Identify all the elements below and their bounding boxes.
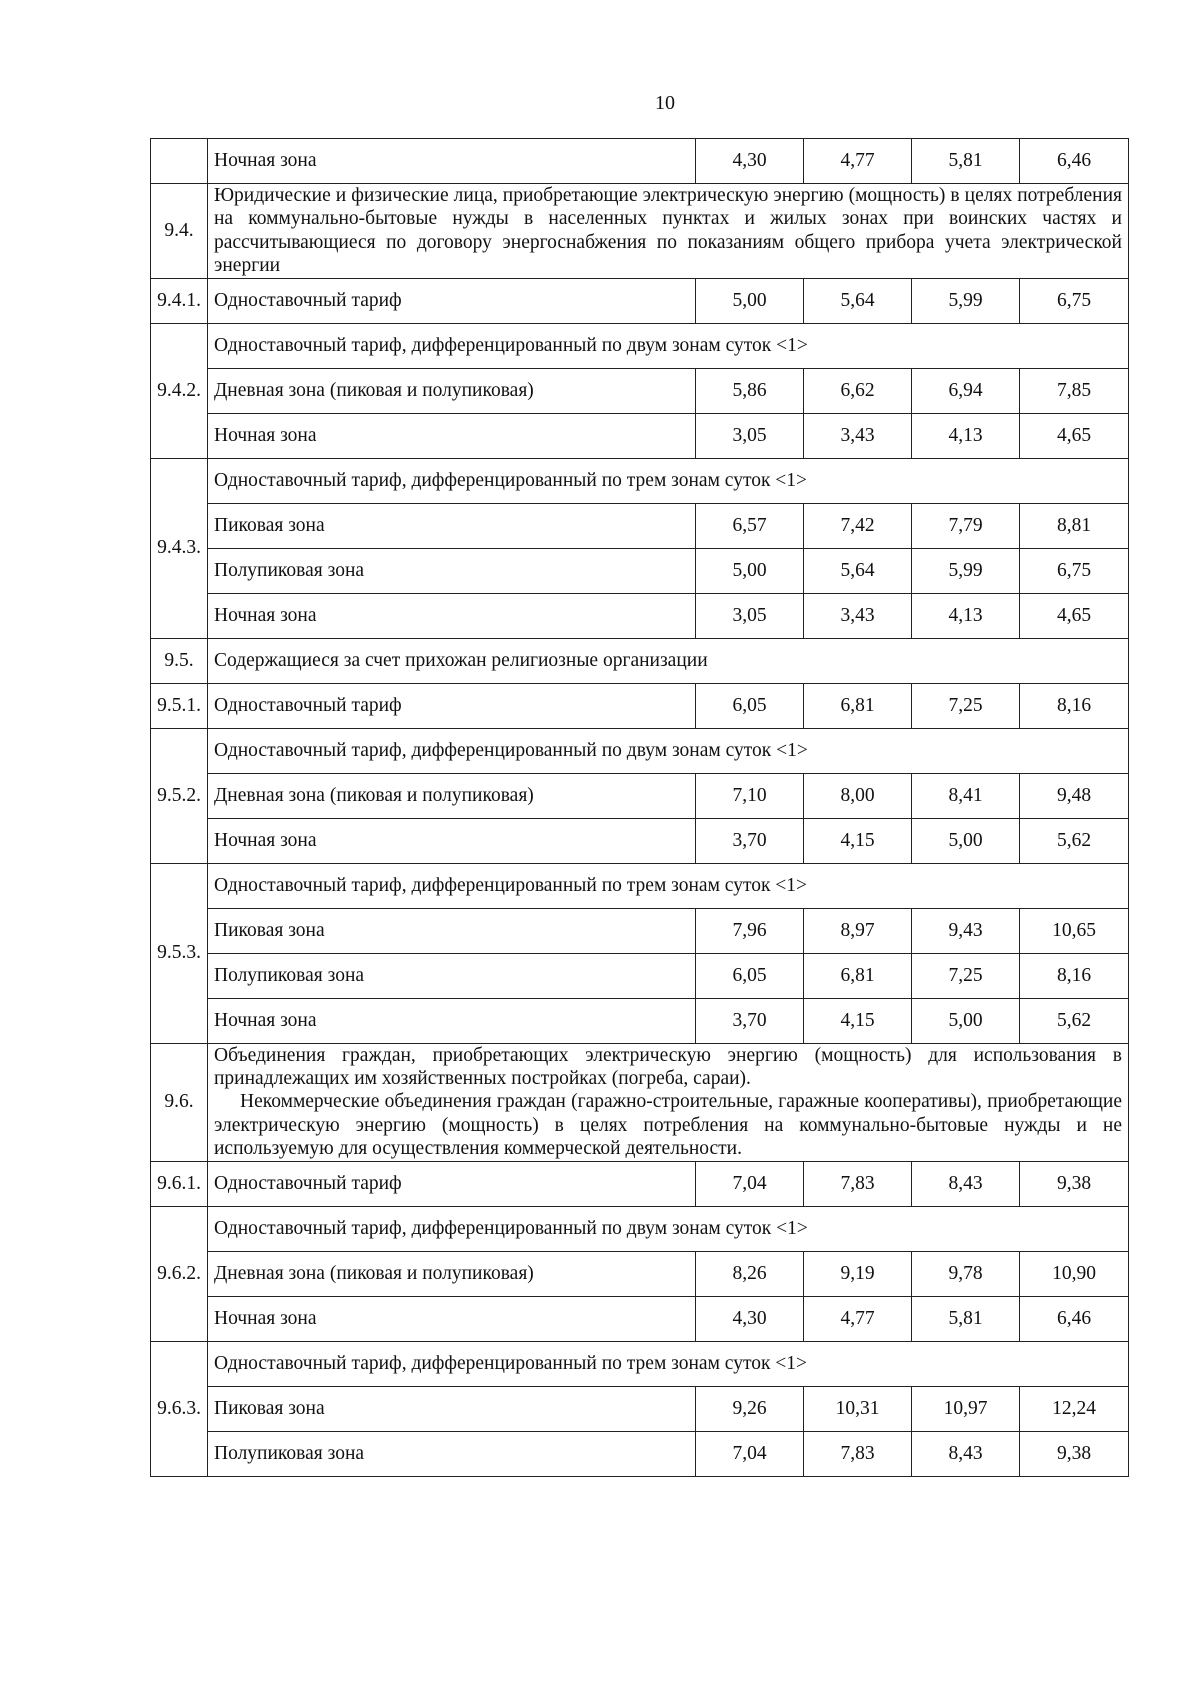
tariff-value: 3,70 bbox=[696, 998, 804, 1043]
table-row bbox=[151, 728, 1129, 773]
table-row bbox=[151, 503, 1129, 548]
tariff-value: 5,81 bbox=[912, 139, 1020, 184]
tariff-value: 7,96 bbox=[696, 908, 804, 953]
tariff-value: 4,30 bbox=[696, 1296, 804, 1341]
row-label: Полупиковая зона bbox=[208, 953, 696, 998]
tariff-value: 4,77 bbox=[804, 139, 912, 184]
tariff-value: 3,70 bbox=[696, 818, 804, 863]
description-paragraph: Объединения граждан, приобретающих электрическую энергию (мощность) для использования в принадлежащих им хозяйственных постройках (погреба, сараи). bbox=[214, 1044, 1122, 1089]
tariff-value: 7,85 bbox=[1020, 368, 1129, 413]
row-label: Пиковая зона bbox=[208, 1386, 696, 1431]
tariff-value: 8,41 bbox=[912, 773, 1020, 818]
row-label: Ночная зона bbox=[208, 593, 696, 638]
table-row bbox=[151, 1161, 1129, 1206]
tariff-value: 7,04 bbox=[696, 1431, 804, 1476]
tariff-value: 9,19 bbox=[804, 1251, 912, 1296]
tariff-value: 7,79 bbox=[912, 503, 1020, 548]
tariff-value: 4,13 bbox=[912, 413, 1020, 458]
row-label: Одноставочный тариф bbox=[208, 278, 696, 323]
row-label: Одноставочный тариф bbox=[208, 1161, 696, 1206]
row-number: 9.6.2. bbox=[151, 1206, 208, 1341]
tariff-value: 8,16 bbox=[1020, 953, 1129, 998]
tariff-value: 6,75 bbox=[1020, 548, 1129, 593]
tariff-value: 4,15 bbox=[804, 818, 912, 863]
table-row bbox=[151, 863, 1129, 908]
tariff-value: 8,97 bbox=[804, 908, 912, 953]
row-number: 9.4.3. bbox=[151, 458, 208, 638]
tariff-value: 5,99 bbox=[912, 278, 1020, 323]
table-row bbox=[151, 139, 1129, 184]
tariff-table-body bbox=[151, 139, 1129, 1477]
table-row bbox=[151, 1206, 1129, 1251]
tariff-value: 5,99 bbox=[912, 548, 1020, 593]
tariff-value: 7,25 bbox=[912, 683, 1020, 728]
tariff-value: 8,43 bbox=[912, 1431, 1020, 1476]
tariff-value: 5,64 bbox=[804, 278, 912, 323]
row-number: 9.5.3. bbox=[151, 863, 208, 1043]
tariff-value: 6,94 bbox=[912, 368, 1020, 413]
table-row bbox=[151, 638, 1129, 683]
tariff-value: 4,65 bbox=[1020, 593, 1129, 638]
tariff-value: 9,43 bbox=[912, 908, 1020, 953]
tariff-value: 4,77 bbox=[804, 1296, 912, 1341]
table-row bbox=[151, 1431, 1129, 1476]
tariff-value: 8,16 bbox=[1020, 683, 1129, 728]
tariff-value: 3,43 bbox=[804, 593, 912, 638]
table-row bbox=[151, 818, 1129, 863]
row-number: 9.5.1. bbox=[151, 683, 208, 728]
tariff-value: 8,81 bbox=[1020, 503, 1129, 548]
table-row bbox=[151, 368, 1129, 413]
description-paragraph: Некоммерческие объединения граждан (гаражно-строительные, гаражные кооперативы), приобретающие электрическую энергию (мощность) в целях потребления на коммунально-бытовые нужды и не используемую для осуществления коммерческой деятельности. bbox=[214, 1091, 1122, 1160]
tariff-value: 9,78 bbox=[912, 1251, 1020, 1296]
table-row bbox=[151, 773, 1129, 818]
table-row bbox=[151, 908, 1129, 953]
table-row bbox=[151, 1043, 1129, 1161]
table-row bbox=[151, 413, 1129, 458]
tariff-value: 9,38 bbox=[1020, 1431, 1129, 1476]
tariff-value: 3,43 bbox=[804, 413, 912, 458]
tariff-value: 5,00 bbox=[696, 278, 804, 323]
section-description bbox=[208, 184, 1129, 279]
table-row bbox=[151, 458, 1129, 503]
table-row bbox=[151, 278, 1129, 323]
row-label: Полупиковая зона bbox=[208, 1431, 696, 1476]
tariff-value: 7,10 bbox=[696, 773, 804, 818]
row-label: Ночная зона bbox=[208, 139, 696, 184]
tariff-value: 5,64 bbox=[804, 548, 912, 593]
tariff-value: 6,46 bbox=[1020, 139, 1129, 184]
tariff-value: 10,31 bbox=[804, 1386, 912, 1431]
section-header: Одноставочный тариф, дифференцированный по двум зонам суток <1> bbox=[208, 323, 1129, 368]
page-number: 10 bbox=[655, 92, 675, 114]
section-header: Одноставочный тариф, дифференцированный по двум зонам суток <1> bbox=[208, 728, 1129, 773]
tariff-value: 6,57 bbox=[696, 503, 804, 548]
tariff-value: 3,05 bbox=[696, 593, 804, 638]
tariff-value: 5,62 bbox=[1020, 818, 1129, 863]
tariff-value: 7,83 bbox=[804, 1161, 912, 1206]
row-label: Ночная зона bbox=[208, 818, 696, 863]
row-label: Дневная зона (пиковая и полупиковая) bbox=[208, 773, 696, 818]
tariff-value: 8,00 bbox=[804, 773, 912, 818]
tariff-value: 7,25 bbox=[912, 953, 1020, 998]
tariff-value: 6,05 bbox=[696, 683, 804, 728]
row-number: 9.6. bbox=[151, 1043, 208, 1161]
row-label: Дневная зона (пиковая и полупиковая) bbox=[208, 1251, 696, 1296]
tariff-value: 7,83 bbox=[804, 1431, 912, 1476]
row-number: 9.6.1. bbox=[151, 1161, 208, 1206]
description-paragraph: Юридические и физические лица, приобретающие электрическую энергию (мощность) в целях потребления на коммунально-бытовые нужды в населенных пунктах и жилых зонах при воинских частях и рассчитывающиеся по договору энергоснабжения по показаниям общего прибора учета электрической энергии bbox=[214, 185, 1122, 277]
tariff-value: 8,43 bbox=[912, 1161, 1020, 1206]
section-header: Содержащиеся за счет прихожан религиозные организации bbox=[208, 638, 1129, 683]
row-label: Пиковая зона bbox=[208, 908, 696, 953]
table-row bbox=[151, 593, 1129, 638]
row-label: Одноставочный тариф bbox=[208, 683, 696, 728]
tariff-value: 4,15 bbox=[804, 998, 912, 1043]
tariff-value: 9,38 bbox=[1020, 1161, 1129, 1206]
tariff-value: 4,13 bbox=[912, 593, 1020, 638]
section-description bbox=[208, 1043, 1129, 1161]
row-number: 9.5.2. bbox=[151, 728, 208, 863]
tariff-value: 9,26 bbox=[696, 1386, 804, 1431]
tariff-value: 10,97 bbox=[912, 1386, 1020, 1431]
tariff-value: 5,00 bbox=[912, 998, 1020, 1043]
tariff-value: 4,65 bbox=[1020, 413, 1129, 458]
tariff-value: 5,00 bbox=[696, 548, 804, 593]
row-number: 9.6.3. bbox=[151, 1341, 208, 1476]
tariff-value: 6,46 bbox=[1020, 1296, 1129, 1341]
tariff-value: 6,81 bbox=[804, 953, 912, 998]
tariff-value: 3,05 bbox=[696, 413, 804, 458]
row-number: 9.4. bbox=[151, 184, 208, 279]
tariff-value: 6,62 bbox=[804, 368, 912, 413]
tariff-value: 5,62 bbox=[1020, 998, 1129, 1043]
table-row bbox=[151, 1251, 1129, 1296]
row-number bbox=[151, 139, 208, 184]
tariff-value: 7,04 bbox=[696, 1161, 804, 1206]
table-row bbox=[151, 1341, 1129, 1386]
tariff-value: 4,30 bbox=[696, 139, 804, 184]
tariff-value: 5,81 bbox=[912, 1296, 1020, 1341]
tariff-value: 5,86 bbox=[696, 368, 804, 413]
table-row bbox=[151, 323, 1129, 368]
section-header: Одноставочный тариф, дифференцированный по трем зонам суток <1> bbox=[208, 863, 1129, 908]
tariff-value: 6,05 bbox=[696, 953, 804, 998]
table-row bbox=[151, 998, 1129, 1043]
tariff-value: 7,42 bbox=[804, 503, 912, 548]
table-row bbox=[151, 683, 1129, 728]
tariff-value: 5,00 bbox=[912, 818, 1020, 863]
tariff-value: 6,81 bbox=[804, 683, 912, 728]
row-number: 9.5. bbox=[151, 638, 208, 683]
row-number: 9.4.2. bbox=[151, 323, 208, 458]
tariff-value: 10,90 bbox=[1020, 1251, 1129, 1296]
row-number: 9.4.1. bbox=[151, 278, 208, 323]
tariff-value: 8,26 bbox=[696, 1251, 804, 1296]
table-row bbox=[151, 1296, 1129, 1341]
section-header: Одноставочный тариф, дифференцированный по двум зонам суток <1> bbox=[208, 1206, 1129, 1251]
table-row bbox=[151, 953, 1129, 998]
tariff-value: 9,48 bbox=[1020, 773, 1129, 818]
tariff-value: 6,75 bbox=[1020, 278, 1129, 323]
tariff-value: 10,65 bbox=[1020, 908, 1129, 953]
tariff-table bbox=[150, 138, 1129, 1477]
table-row bbox=[151, 1386, 1129, 1431]
table-row bbox=[151, 548, 1129, 593]
row-label: Ночная зона bbox=[208, 413, 696, 458]
section-header: Одноставочный тариф, дифференцированный по трем зонам суток <1> bbox=[208, 458, 1129, 503]
row-label: Дневная зона (пиковая и полупиковая) bbox=[208, 368, 696, 413]
section-header: Одноставочный тариф, дифференцированный по трем зонам суток <1> bbox=[208, 1341, 1129, 1386]
row-label: Полупиковая зона bbox=[208, 548, 696, 593]
table-row bbox=[151, 184, 1129, 279]
row-label: Ночная зона bbox=[208, 1296, 696, 1341]
row-label: Пиковая зона bbox=[208, 503, 696, 548]
tariff-value: 12,24 bbox=[1020, 1386, 1129, 1431]
row-label: Ночная зона bbox=[208, 998, 696, 1043]
